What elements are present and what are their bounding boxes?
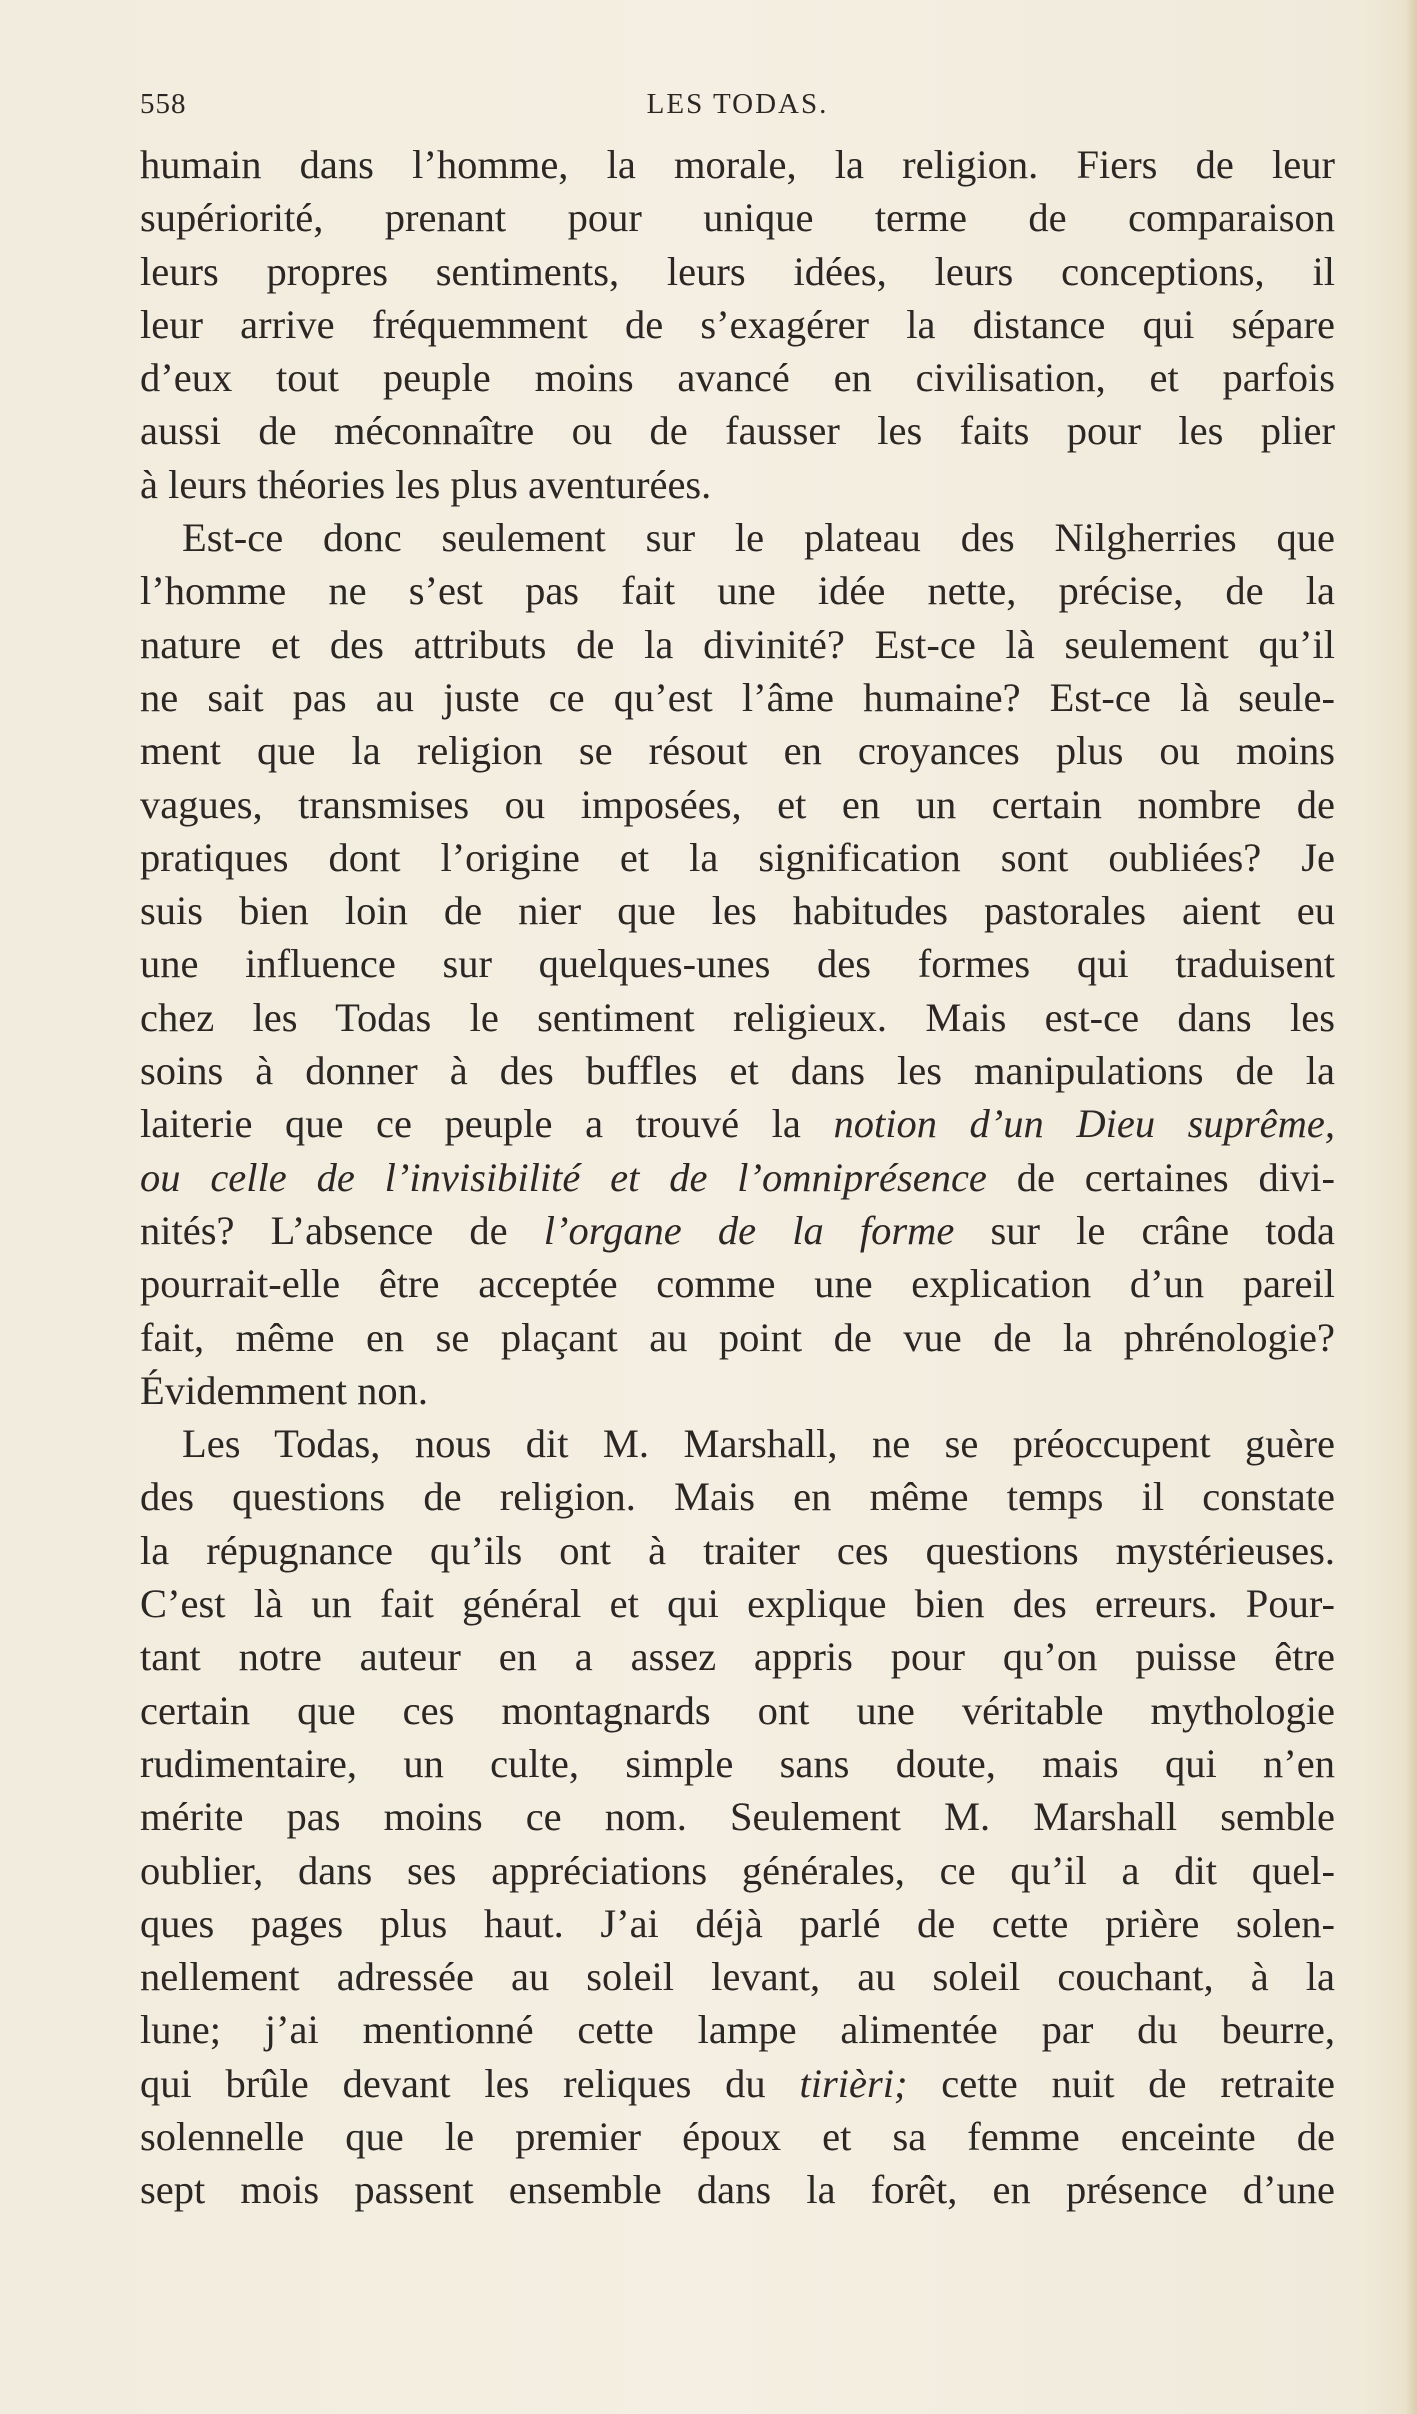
text-line: ment que la religion se résout en croyances plus ou moins [140, 728, 1335, 774]
text-fragment: sur le crâne toda [954, 1207, 1335, 1253]
text-line: certain que ces montagnards ont une véritable mythologie [140, 1687, 1335, 1733]
text-line: suis bien loin de nier que les habitudes pastorales aient eu [140, 888, 1335, 934]
text-line: supériorité, prenant pour unique terme de comparaison [140, 195, 1335, 241]
text-line: leurs propres sentiments, leurs idées, leurs conceptions, il [140, 248, 1335, 294]
text-line: d’eux tout peuple moins avancé en civilisation, et parfois [140, 355, 1335, 401]
text-fragment: de certaines divi- [986, 1154, 1336, 1200]
text-line: lune; j’ai mentionné cette lampe alimentée par du beurre, [140, 2007, 1335, 2053]
text-line-mixed [140, 2057, 1335, 2110]
text-line: pourrait-elle être acceptée comme une explication d’un pareil [140, 1261, 1335, 1307]
page-number: 558 [140, 88, 187, 120]
italic-phrase: notion d’un Dieu suprême, [833, 1101, 1335, 1147]
text-line: pratiques dont l’origine et la signification sont oubliées? Je [140, 834, 1335, 880]
text-line: sept mois passent ensemble dans la forêt, en présence d’une [140, 2167, 1335, 2213]
text-line: solennelle que le premier époux et sa femme enceinte de [140, 2113, 1335, 2159]
text-line: humain dans l’homme, la morale, la religion. Fiers de leur [140, 142, 1335, 187]
text-line: Les Todas, nous dit M. Marshall, ne se préoccupent guère [182, 1421, 1335, 1467]
text-line: Évidemment non. [140, 1367, 428, 1413]
text-line: ne sait pas au juste ce qu’est l’âme humaine? Est-ce là seule- [140, 674, 1335, 720]
text-line: soins à donner à des buffles et dans les manipulations de la [140, 1048, 1335, 1094]
text-line: nature et des attributs de la divinité? Est-ce là seulement qu’il [140, 621, 1335, 667]
text-fragment: laiterie que ce peuple a trouvé la [140, 1101, 834, 1147]
page-gutter-shadow [1405, 0, 1417, 2414]
text-line: la répugnance qu’ils ont à traiter ces questions mystérieuses. [140, 1527, 1335, 1573]
text-line: chez les Todas le sentiment religieux. Mais est-ce dans les [140, 994, 1335, 1040]
text-line: aussi de méconnaître ou de fausser les faits pour les plier [140, 408, 1335, 454]
page-header [140, 88, 1335, 128]
text-line: mérite pas moins ce nom. Seulement M. Marshall semble [140, 1794, 1335, 1840]
text-line-mixed [140, 1151, 1335, 1204]
text-line: l’homme ne s’est pas fait une idée nette, précise, de la [140, 568, 1335, 614]
text-line: oublier, dans ses appréciations générales, ce qu’il a dit quel- [140, 1847, 1335, 1893]
text-line: C’est là un fait général et qui explique bien des erreurs. Pour- [140, 1581, 1335, 1627]
text-fragment: nités? L’absence de [140, 1207, 544, 1253]
text-line-mixed [140, 1097, 1335, 1150]
text-fragment: cette nuit de retraite [907, 2060, 1335, 2106]
text-line: ques pages plus haut. J’ai déjà parlé de cette prière solen- [140, 1900, 1335, 1946]
italic-phrase: ou celle de l’invisibilité et de l’omniprésence [140, 1154, 987, 1200]
italic-phrase: l’organe de la forme [543, 1207, 955, 1253]
italic-phrase: tirièri; [799, 2060, 908, 2106]
text-line: leur arrive fréquemment de s’exagérer la distance qui sépare [140, 301, 1335, 347]
text-line: rudimentaire, un culte, simple sans doute, mais qui n’en [140, 1740, 1335, 1786]
text-line: tant notre auteur en a assez appris pour qu’on puisse être [140, 1634, 1335, 1680]
text-line-mixed [140, 1204, 1335, 1257]
text-line: fait, même en se plaçant au point de vue de la phrénologie? [140, 1314, 1335, 1360]
body-text [140, 138, 1335, 2217]
running-title: LES TODAS. [646, 88, 829, 120]
text-line: nellement adressée au soleil levant, au soleil couchant, à la [140, 1954, 1335, 2000]
text-line: Est-ce donc seulement sur le plateau des Nilgherries que [182, 515, 1335, 561]
text-line: une influence sur quelques-unes des formes qui traduisent [140, 941, 1335, 987]
text-line: des questions de religion. Mais en même temps il constate [140, 1474, 1335, 1520]
text-line: à leurs théories les plus aventurées. [140, 461, 712, 507]
text-fragment: qui brûle devant les reliques du [140, 2060, 800, 2106]
text-line: vagues, transmises ou imposées, et en un certain nombre de [140, 781, 1335, 827]
